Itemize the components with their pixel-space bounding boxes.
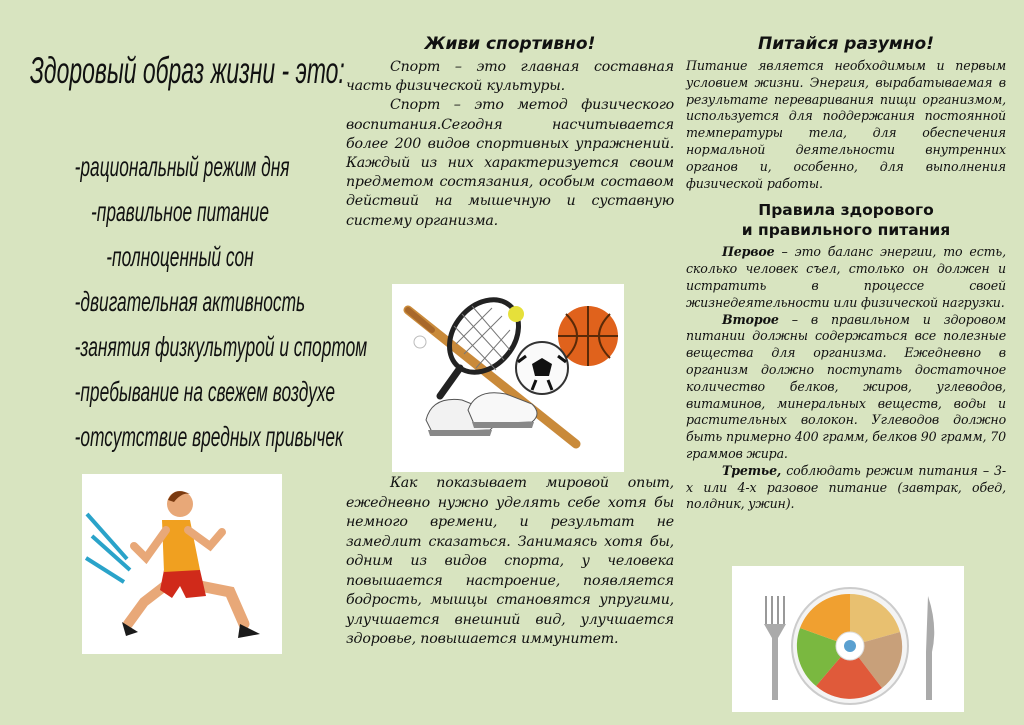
rule-first — [686, 244, 1006, 311]
rule-third-text: соблюдать режим питания – 3-х или 4-х разовое питание (завтрак, обед, полдник, ужин). — [686, 462, 1006, 512]
food-plate-image — [732, 566, 964, 712]
list-item: -правильное питание — [91, 196, 269, 227]
runner-illustration — [82, 474, 282, 654]
rules-heading-line-2: и правильного питания — [741, 221, 951, 240]
list-item: -занятия физкультурой и спортом — [74, 331, 368, 362]
nutrition-heading: Питайся разумно! — [758, 34, 934, 54]
list-item: -двигательная активность — [74, 286, 306, 317]
sport-paragraph-1: Спорт – это главная составная часть физической культуры. — [346, 59, 674, 95]
list-item: -полноценный сон — [106, 241, 254, 272]
healthy-lifestyle-list — [10, 144, 368, 459]
rule-first-lead: Первое — [722, 244, 775, 260]
rules-heading — [686, 200, 1006, 240]
left-column — [10, 50, 368, 459]
list-item: -рациональный режим дня — [74, 151, 290, 182]
list-item: -пребывание на свежем воздухе — [74, 376, 336, 407]
nutrition-column — [686, 34, 1006, 513]
sport-heading: Живи спортивно! — [424, 34, 596, 54]
sport-paragraph-2: Спорт – это метод физического воспитания.Сегодня насчитывается более 200 видов спортивных упражнений. Каждый из них характеризуется своим предметом состязания, особым составом действий на мышечную и суставную систему организма. — [346, 97, 674, 229]
rule-second — [686, 312, 1006, 463]
nutrition-intro: Питание является необходимым и первым условием жизни. Энергия, вырабатываемая в результате переваривания пищи организмом, используется для поддержания постоянной температуры тела, для обеспечения нормальной деятельности внутренних органов и, особенно, для выполнения физической работы. — [686, 58, 1006, 191]
rule-second-text: – в правильном и здоровом питании должны содержаться все полезные вещества для организма. Ежедневно в организм должно поступать достаточное количество белков, жиров, углеводов, витаминов, минеральных веществ, воды и растительных волокон. Углеводов должно быть примерно 400 грамм, белков 90 грамм, 70 граммов жира. — [686, 311, 1006, 461]
rules-heading-line-1: Правила здорового — [758, 201, 934, 220]
list-item: -отсутствие вредных привычек — [74, 421, 344, 452]
sports-equipment-image — [392, 284, 624, 472]
sport-paragraph-3: Как показывает мировой опыт, ежедневно нужно уделять себе хотя бы немного времени, и результат не замедлит сказаться. Занимаясь хотя бы, одним из видов спорта, у человека повышается настроение, появляется бодрость, мышцы становятся упругими, улучшается внешний вид, улучшается здоровье, повышается иммунитет. — [346, 475, 674, 647]
page-title: Здоровый образ жизни - это: — [29, 50, 345, 91]
rule-first-text: – это баланс энергии, то есть, сколько человек съел, столько он должен и истратить в процессе своей жизнедеятельности или физической нагрузки. — [686, 244, 1006, 310]
rule-second-lead: Второе — [722, 311, 779, 327]
sport-column — [346, 34, 674, 647]
rule-third-lead: Третье, — [722, 462, 782, 478]
rule-third — [686, 463, 1006, 513]
